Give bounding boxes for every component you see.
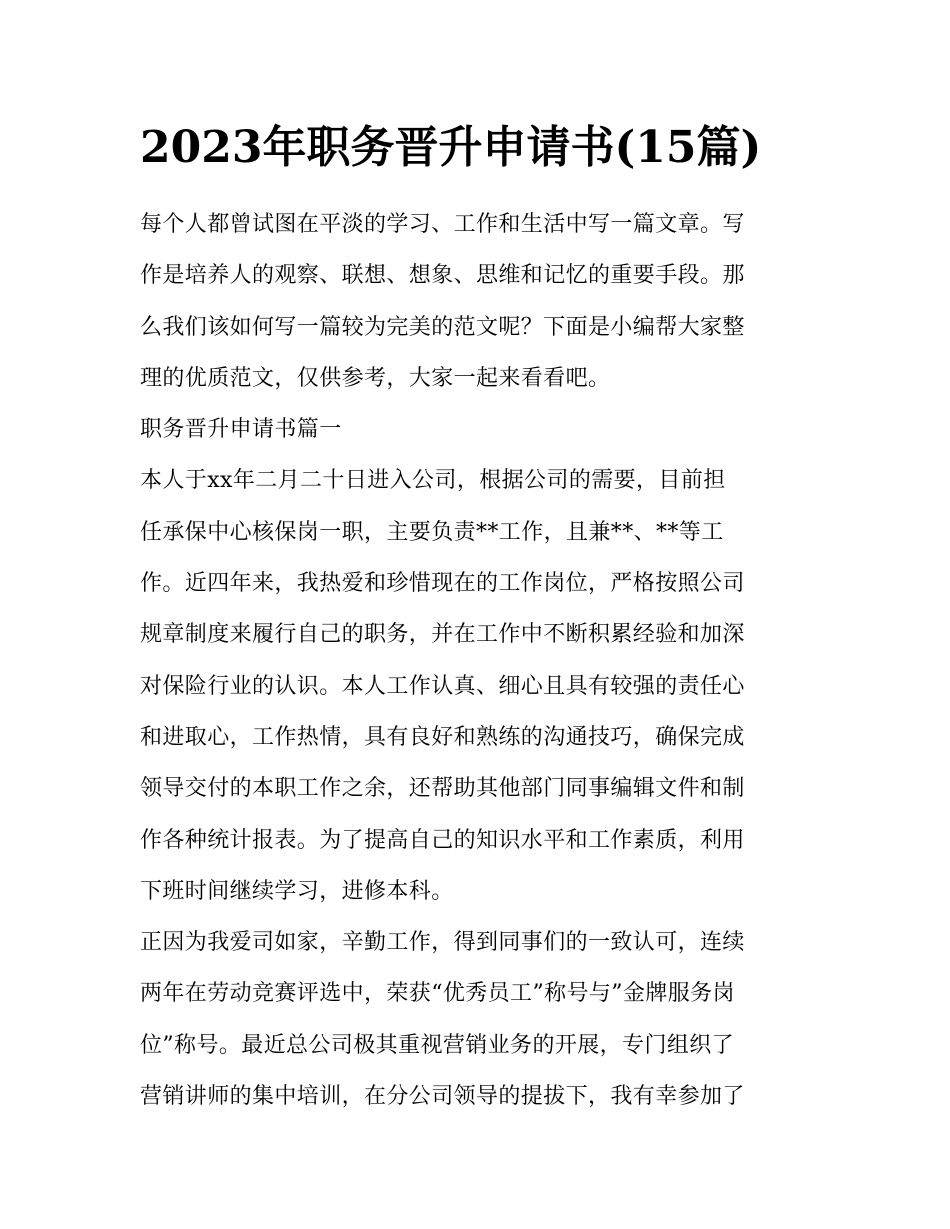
body-line: 作。近四年来，我热爱和珍惜现在的工作岗位，严格按照公司	[140, 571, 745, 597]
body-line: 理的优质范文，仅供参考，大家一起来看看吧。	[140, 365, 611, 391]
body-line: 本人于xx年二月二十日进入公司，根据公司的需要，目前担	[140, 468, 726, 494]
body-line: 对保险行业的认识。本人工作认真、细心且具有较强的责任心	[140, 673, 745, 699]
body-line: 任承保中心核保岗一职，主要负责**工作，且兼**、**等工	[140, 519, 724, 545]
body-line: 领导交付的本职工作之余，还帮助其他部门同事编辑文件和制	[140, 776, 745, 802]
body-line: 营销讲师的集中培训，在分公司领导的提拔下，我有幸参加了	[140, 1084, 745, 1110]
body-line: 正因为我爱司如家，辛勤工作，得到同事们的一致认可，连续	[140, 930, 745, 956]
document-body	[140, 199, 812, 1122]
body-line: 位”称号。最近总公司极其重视营销业务的开展，专门组织了	[140, 1032, 735, 1058]
document-title: 2023年职务晋升申请书(15篇)	[140, 122, 762, 173]
body-line: 和进取心，工作热情，具有良好和熟练的沟通技巧，确保完成	[140, 724, 745, 750]
body-line: 么我们该如何写一篇较为完美的范文呢？下面是小编帮大家整	[140, 314, 745, 340]
body-line: 作是培养人的观察、联想、想象、思维和记忆的重要手段。那	[140, 263, 745, 289]
body-line: 每个人都曾试图在平淡的学习、工作和生活中写一篇文章。写	[140, 212, 745, 237]
body-line: 规章制度来履行自己的职务，并在工作中不断积累经验和加深	[140, 622, 745, 648]
section-heading: 职务晋升申请书篇一	[140, 417, 342, 443]
body-line: 下班时间继续学习，进修本科。	[140, 878, 454, 904]
body-line: 作各种统计报表。为了提高自己的知识水平和工作素质，利用	[140, 827, 745, 853]
body-line: 两年在劳动竞赛评选中，荣获“优秀员工”称号与”金牌服务岗	[140, 981, 735, 1007]
